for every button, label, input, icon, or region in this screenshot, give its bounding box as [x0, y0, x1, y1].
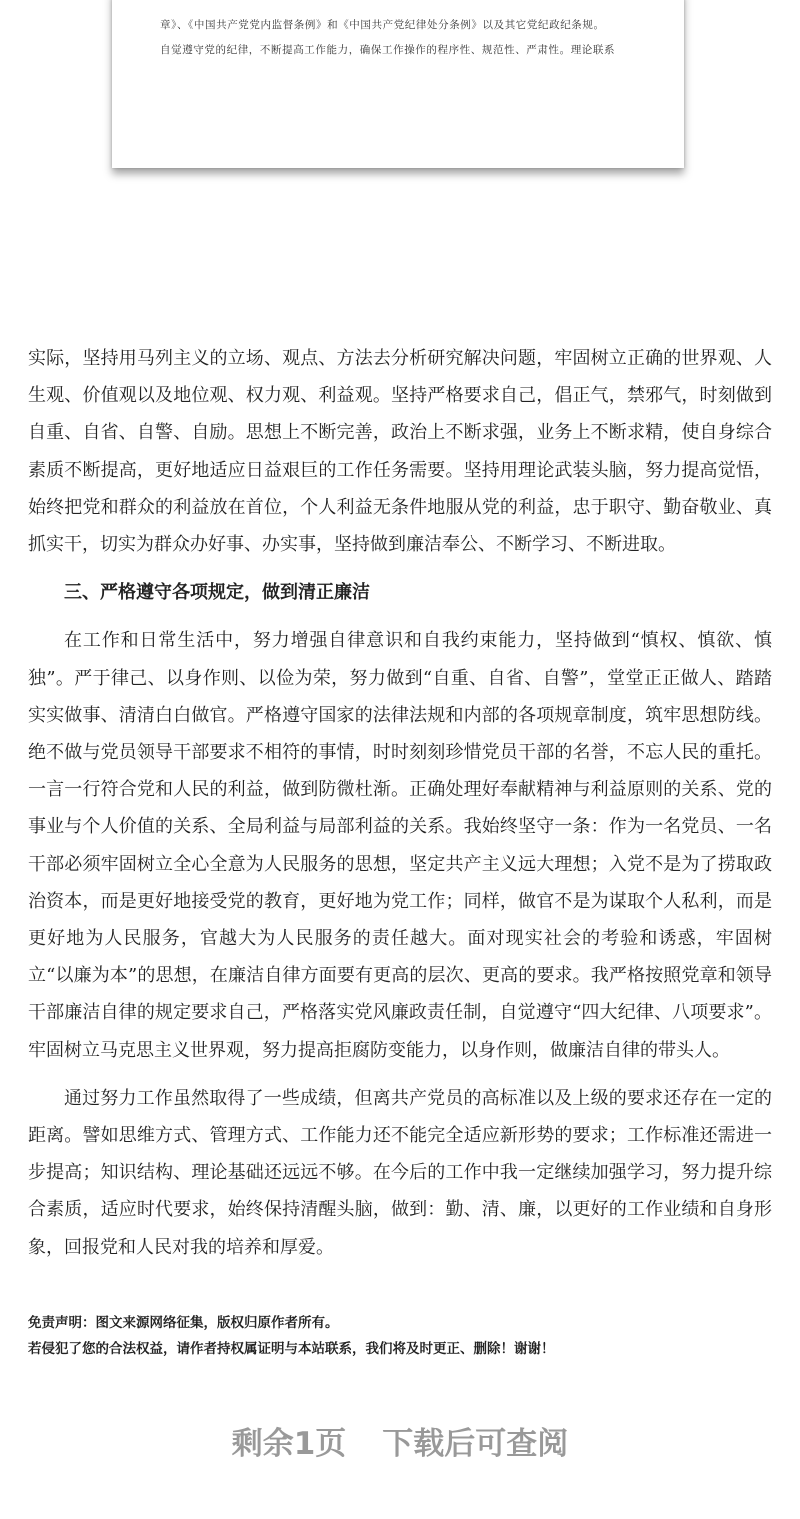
section-heading: 三、严格遵守各项规定，做到清正廉洁 [64, 582, 370, 604]
disclaimer-line: 免责声明：图文来源网络征集，版权归原作者所有。 [28, 1315, 339, 1331]
disclaimer-line: 若侵犯了您的合法权益，请作者持权属证明与本站联系，我们将及时更正、删除！谢谢！ [28, 1341, 555, 1357]
download-prompt[interactable] [0, 1418, 800, 1463]
preview-line: 自觉遵守党的纪律，不断提高工作能力，确保工作操作的程序性、规范性、严肃性。理论联系 [160, 44, 616, 56]
paragraph: 在工作和日常生活中，努力增强自律意识和自我约束能力，坚持做到“慎权、慎欲、慎独”。严于律己、以身作则、以俭为荣，努力做到“自重、自省、自警”，堂堂正正做人、踏踏实实做事、清清白白做官。严格遵守国家的法律法规和内部的各项规章制度，筑牢思想防线。绝不做与党员领导干部要求不相符的事情，时时刻刻珍惜党员干部的名誉，不忘人民的重托。一言一行符合党和人民的利益，做到防微杜渐。正确处理好奉献精神与利益原则的关系、党的事业与个人价值的关系、全局利益与局部利益的关系。我始终坚守一条：作为一名党员、一名干部必须牢固树立全心全意为人民服务的思想，坚定共产主义远大理想；入党不是为了捞取政治资本，而是更好地接受党的教育，更好地为党工作；同样，做官不是为谋取个人私利，而是更好地为人民服务，官越大为人民服务的责任越大。面对现实社会的考验和诱惑，牢固树立“以廉为本”的思想，在廉洁自律方面要有更高的层次、更高的要求。我严格按照党章和领导干部廉洁自律的规定要求自己，严格落实党风廉政责任制，自觉遵守“四大纪律、八项要求”。牢固树立马克思主义世界观，努力提高拒腐防变能力，以身作则，做廉洁自律的带头人。 [28, 630, 772, 1061]
document-body [28, 340, 772, 1277]
disclaimer [28, 1310, 555, 1362]
download-hint-label: 下载后可查阅 [382, 1426, 569, 1462]
paragraph: 实际，坚持用马列主义的立场、观点、方法去分析研究解决问题，牢固树立正确的世界观、人生观、价值观以及地位观、权力观、利益观。坚持严格要求自己，倡正气，禁邪气，时刻做到自重、自省、自警、自励。思想上不断完善，政治上不断求强，业务上不断求精，使自身综合素质不断提高，更好地适应日益艰巨的工作任务需要。坚持用理论武装头脑，努力提高觉悟，始终把党和群众的利益放在首位，个人利益无条件地服从党的利益，忠于职守、勤奋敬业、真抓实干，切实为群众办好事、办实事，坚持做到廉洁奉公、不断学习、不断进取。 [28, 348, 772, 556]
remaining-pages-label: 剩余1页 [231, 1426, 347, 1462]
paragraph: 通过努力工作虽然取得了一些成绩，但离共产党员的高标准以及上级的要求还存在一定的距离。譬如思维方式、管理方式、工作能力还不能完全适应新形势的要求；工作标准还需进一步提高；知识结构、理论基础还远远不够。在今后的工作中我一定继续加强学习，努力提升综合素质，适应时代要求，始终保持清醒头脑，做到：勤、清、廉，以更好的工作业绩和自身形象，回报党和人民对我的培养和厚爱。 [28, 1087, 772, 1258]
document-preview-card [112, 0, 684, 168]
preview-line: 章》、《中国共产党党内监督条例》和《中国共产党纪律处分条例》以及其它党纪政纪条规。 [160, 19, 605, 31]
